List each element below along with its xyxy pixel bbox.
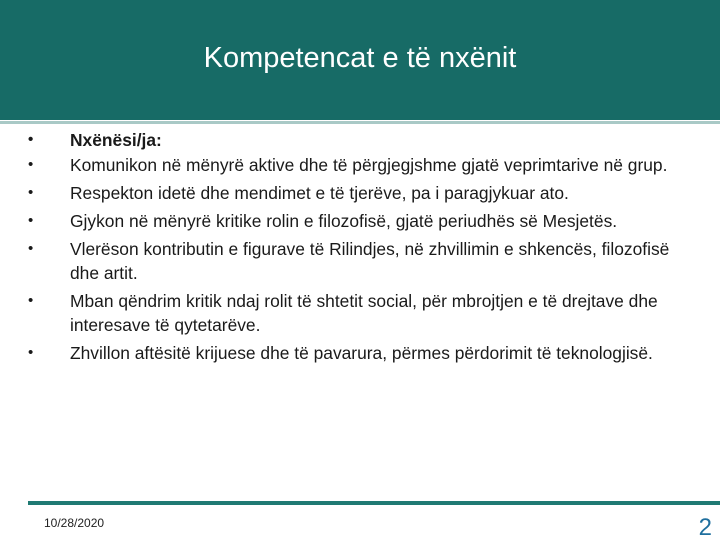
bullet-list — [28, 128, 698, 369]
bullet-text: Mban qëndrim kritik ndaj rolit të shtetit social, për mbrojtjen e të drejtave dhe interesave të qytetarëve. — [70, 291, 658, 335]
bullet-text: Vlerëson kontributin e figurave të Rilindjes, në zhvillimin e shkencës, filozofisë dhe artit. — [70, 239, 670, 283]
page-number: 2 — [698, 514, 712, 541]
bullet-icon: • — [28, 131, 34, 148]
bullet-item — [28, 289, 698, 337]
bullet-text: Nxënësi/ja: — [70, 130, 162, 150]
bullet-text: Komunikon në mënyrë aktive dhe të përgjegjshme gjatë veprimtarive në grup. — [70, 155, 668, 175]
bullet-item — [28, 153, 698, 177]
bullet-item — [28, 237, 698, 285]
bullet-text: Respekton idetë dhe mendimet e të tjerëve, pa i paragjykuar ato. — [70, 183, 569, 203]
slide-title: Kompetencat e të nxënit — [203, 41, 517, 74]
bullet-text: Gjykon në mënyrë kritike rolin e filozofisë, gjatë periudhës së Mesjetës. — [70, 211, 618, 231]
title-bar — [0, 0, 720, 120]
bullet-icon: • — [28, 156, 34, 173]
bullet-icon: • — [28, 344, 34, 361]
bullet-text: Zhvillon aftësitë krijuese dhe të pavarura, përmes përdorimit të teknologjisë. — [70, 343, 653, 363]
title-divider — [0, 121, 720, 124]
bullet-item — [28, 209, 698, 233]
bullet-icon: • — [28, 184, 34, 201]
bullet-item — [28, 128, 698, 152]
slide-date: 10/28/2020 — [44, 516, 105, 530]
bullet-icon: • — [28, 240, 34, 257]
bullet-item — [28, 341, 698, 365]
footer-divider — [28, 501, 720, 505]
bullet-icon: • — [28, 212, 34, 229]
bullet-item — [28, 181, 698, 205]
bullet-icon: • — [28, 292, 34, 309]
